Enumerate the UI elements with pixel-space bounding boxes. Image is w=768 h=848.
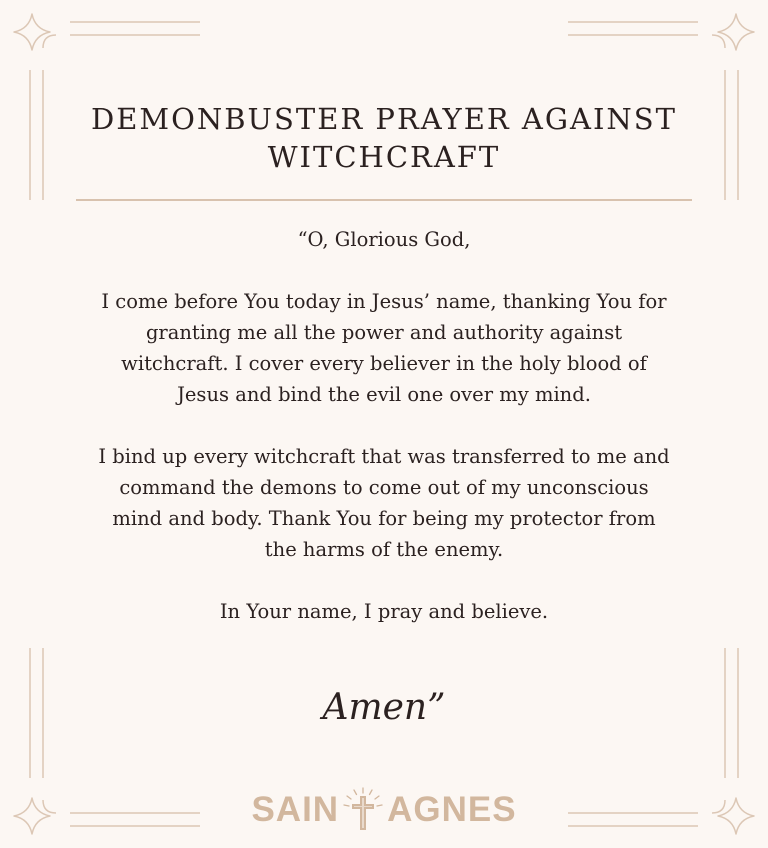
paragraph-line: I bind up every witchcraft that was transferred to me and bbox=[98, 445, 670, 468]
paragraph-line: the harms of the enemy. bbox=[264, 538, 504, 561]
title-line-1: DEMONBUSTER PRAYER AGAINST bbox=[90, 102, 678, 136]
paragraph-line: mind and body. Thank You for being my protector from bbox=[112, 507, 656, 530]
logo-text-right: AGNES bbox=[387, 790, 517, 829]
corner-star-icon bbox=[14, 14, 50, 50]
title-line-2: WITCHCRAFT bbox=[267, 140, 501, 174]
logo-text-left: SAIN bbox=[251, 790, 340, 829]
prayer-body bbox=[0, 224, 768, 658]
corner-star-icon bbox=[718, 14, 754, 50]
paragraph-line: Jesus and bind the evil one over my mind. bbox=[177, 383, 591, 406]
paragraph-line: witchcraft. I cover every believer in the holy blood of bbox=[121, 352, 647, 375]
paragraph-line: granting me all the power and authority against bbox=[145, 321, 623, 344]
prayer-title bbox=[0, 100, 768, 176]
greeting-line: “O, Glorious God, bbox=[297, 228, 471, 251]
prayer-paragraph-2 bbox=[0, 441, 768, 565]
prayer-paragraph-3 bbox=[0, 596, 768, 627]
brand-logo bbox=[0, 786, 768, 834]
paragraph-line: command the demons to come out of my unconscious bbox=[119, 476, 649, 499]
prayer-paragraph-1 bbox=[0, 286, 768, 410]
title-divider bbox=[76, 199, 692, 201]
prayer-closing: Amen” bbox=[322, 687, 446, 728]
paragraph-line: In Your name, I pray and believe. bbox=[219, 600, 549, 623]
prayer-greeting bbox=[0, 224, 768, 255]
paragraph-line: I come before You today in Jesus’ name, thanking You for bbox=[101, 290, 667, 313]
cross-sunburst-icon bbox=[341, 786, 385, 834]
